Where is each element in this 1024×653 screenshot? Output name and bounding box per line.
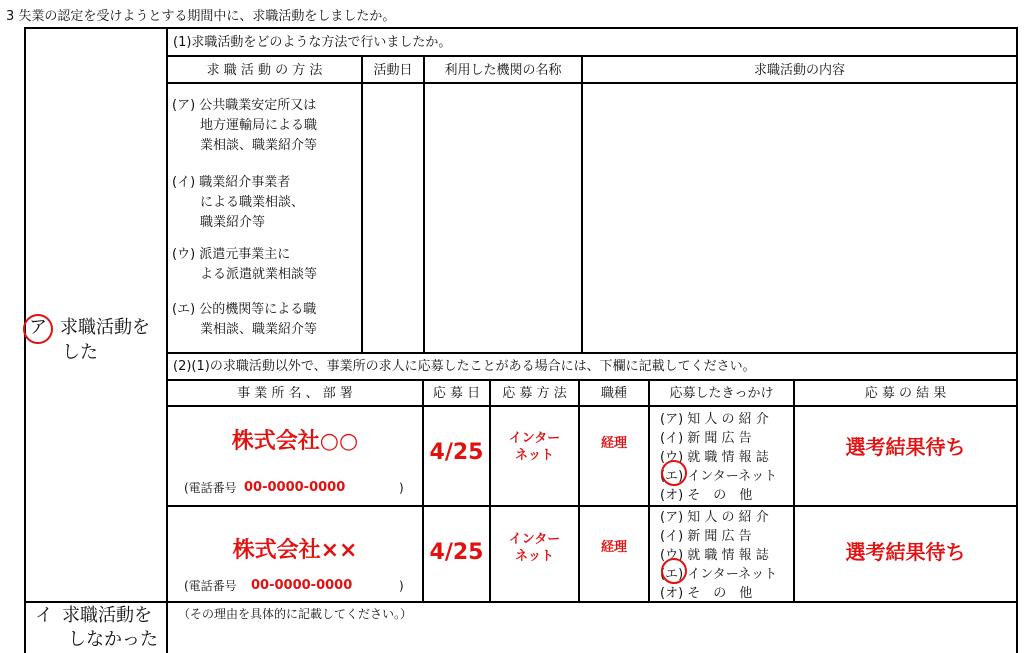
row1-trigger-options: (ア) 知 人 の 紹 介 (イ) 新 聞 広 告 (ウ) 就 職 情 報 誌 (エ) インターネット (オ) そ の 他 (660, 412, 778, 503)
p1-col-divider-2 (423, 55, 425, 352)
p1-col-method: 求 職 活 動 の 方 法 (206, 63, 323, 78)
p1-col-divider-3 (581, 55, 583, 352)
p2-col-divider-4 (648, 379, 650, 601)
question-heading: 3 失業の認定を受けようとする期間中に、求職活動をしましたか。 (6, 9, 396, 24)
method-i: (イ) 職業紹介事業者 による職業相談、 職業紹介等 (172, 175, 305, 230)
row1-trigger-circle (661, 460, 687, 486)
part1-header-line (166, 82, 1018, 84)
row2-method-1: インター (508, 532, 561, 547)
p2-col-company: 事 業 所 名 、 部 署 (237, 386, 353, 401)
p2-col-divider-1 (422, 379, 424, 601)
p1-col-agency: 利用した機関の名称 (444, 63, 562, 78)
row1-method-2: ネット (514, 448, 554, 463)
p1-col-divider-1 (361, 55, 363, 352)
table-top-border (24, 27, 1018, 29)
row1-company: 株式会社○○ (231, 429, 359, 454)
method-a: (ア) 公共職業安定所又は 地方運輸局による職 業相談、職業紹介等 (172, 98, 318, 153)
part2-heading: (2)(1)の求職活動以外で、事業所の求人に応募したことがある場合には、下欄に記載してください。 (173, 359, 756, 374)
row1-phone: 00-0000-0000 (244, 480, 346, 495)
p2-col-divider-3 (578, 379, 580, 601)
part2-header-line (166, 405, 1018, 407)
option-a-marker: ア (29, 317, 47, 338)
part2-heading-line (166, 379, 1018, 381)
p2-col-divider-2 (489, 379, 491, 601)
row1-job: 経理 (600, 436, 627, 451)
part1-heading-line (166, 55, 1018, 57)
table-right-border (1016, 27, 1018, 653)
part1-heading: (1)求職活動をどのような方法で行いましたか。 (173, 35, 452, 50)
table-left-border (24, 27, 26, 653)
row2-result: 選考結果待ち (845, 540, 966, 564)
method-u: (ウ) 派遣元事業主に よる派遣就業相談等 (172, 247, 318, 282)
row2-phone: 00-0000-0000 (251, 578, 353, 593)
part2-row-divider (166, 505, 1018, 507)
p1-col-content: 求職活動の内容 (753, 63, 845, 78)
part1-bottom-line (166, 352, 1018, 354)
row1-phone-close: ) (399, 481, 404, 495)
option-a-label-2: した (62, 342, 98, 363)
option-b-reason-hint: （その理由を具体的に記載してください。） (178, 607, 413, 621)
row2-date: 4/25 (429, 540, 484, 565)
row1-phone-label: (電話番号 (184, 481, 237, 495)
p2-col-job: 職種 (600, 386, 627, 401)
p1-col-date: 活動日 (373, 63, 413, 78)
option-b-label-1: 求職活動を (62, 605, 152, 626)
p2-col-method: 応 募 方 法 (502, 386, 567, 401)
row2-job: 経理 (600, 540, 627, 555)
row2-trigger-circle (661, 558, 687, 584)
option-divider (24, 601, 1018, 603)
p2-col-trigger: 応募したきっかけ (669, 386, 774, 401)
row2-phone-close: ) (399, 579, 404, 593)
row2-phone-label: (電話番号 (184, 579, 237, 593)
row1-method-1: インター (508, 431, 561, 446)
p2-col-date: 応 募 日 (432, 386, 481, 401)
row1-result: 選考結果待ち (845, 435, 966, 459)
row2-company: 株式会社×× (232, 538, 358, 563)
option-b-marker: イ (35, 605, 53, 626)
row2-trigger-options: (ア) 知 人 の 紹 介 (イ) 新 聞 広 告 (ウ) 就 職 情 報 誌 (エ) インターネット (オ) そ の 他 (660, 510, 778, 601)
p2-col-divider-5 (793, 379, 795, 601)
option-a-label-1: 求職活動を (60, 317, 150, 338)
method-e: (エ) 公的機関等による職 業相談、職業紹介等 (172, 302, 318, 337)
option-b-label-2: しなかった (68, 629, 158, 650)
row2-method-2: ネット (514, 549, 554, 564)
row1-date: 4/25 (429, 440, 484, 465)
p2-col-result: 応 募 の 結 果 (864, 386, 947, 401)
